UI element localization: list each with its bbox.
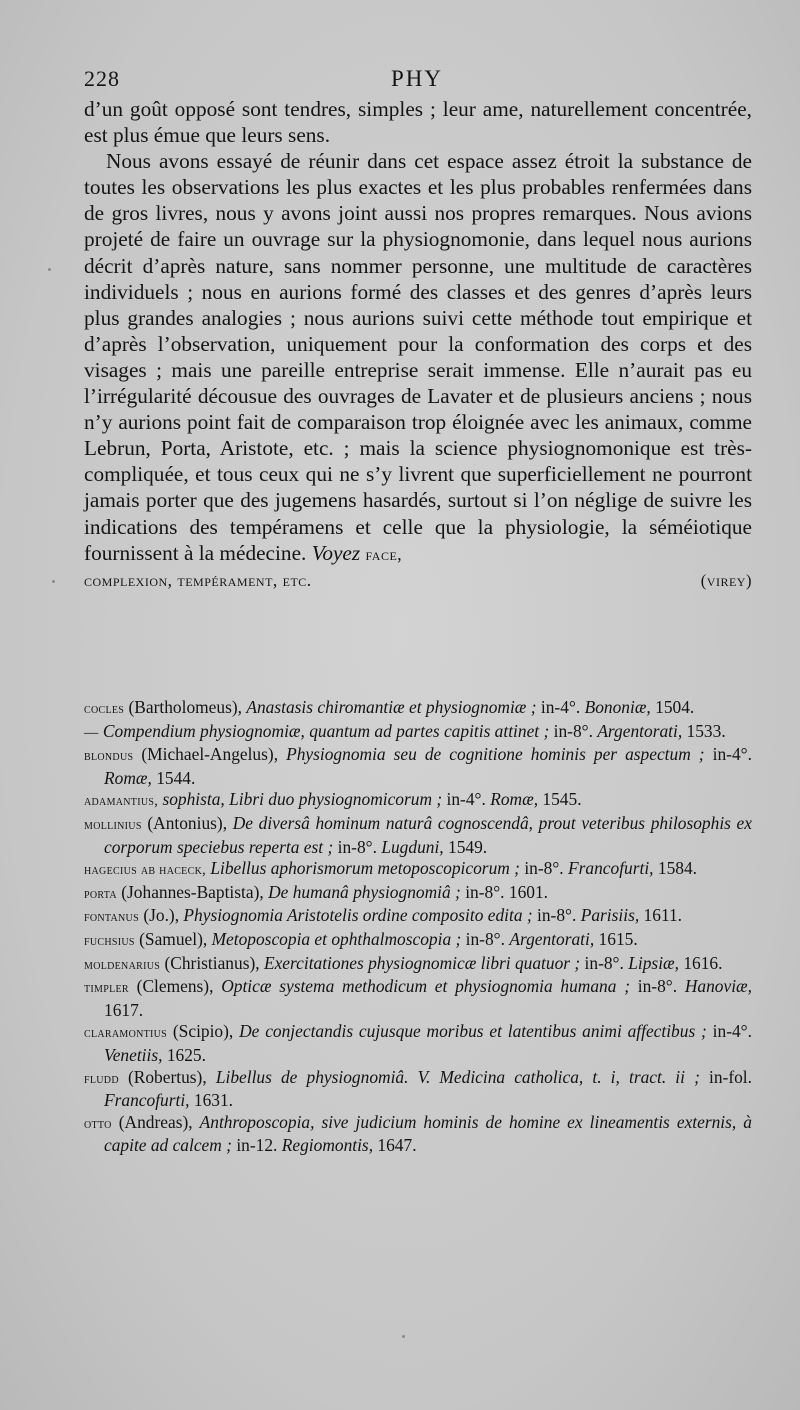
entry-place: Lugduni, (381, 836, 444, 857)
entry-year: 1647. (377, 1135, 417, 1156)
entry-author: — (84, 724, 99, 741)
entry-place: Francofurti, (104, 1090, 190, 1111)
entry-author: adamantius, (84, 793, 159, 810)
entry-place: Regiomontis, (281, 1135, 374, 1156)
entry-author: fontanus (84, 909, 139, 926)
entry-year: 1533. (686, 720, 726, 741)
entry-author: cocles (84, 701, 125, 717)
entry-title: Libellus de physiognomiâ. V. Medicina catholica, t. i, tract. ii ; (215, 1066, 700, 1087)
page-header (84, 66, 750, 100)
paragraph (84, 148, 752, 567)
entry-author: moldenarius (84, 956, 161, 973)
entry-format: in-8°. (537, 905, 577, 926)
entry-author-note: (Robertus), (127, 1066, 207, 1087)
entry-title: Anastasis chiromantiæ et physiognomiæ ; (246, 697, 537, 717)
bibliography-entry (84, 813, 752, 858)
entry-year: 1616. (683, 952, 723, 973)
bibliography (84, 697, 752, 1157)
entry-title: De humanâ physiognomiâ ; (268, 881, 461, 902)
entry-title: Metoposcopia et ophthalmoscopia ; (211, 928, 462, 949)
entry-title: Compendium physiognomiæ, quantum ad partes capitis attinet ; (102, 720, 550, 741)
reference-line (84, 567, 752, 594)
entry-year: 1504. (655, 697, 695, 717)
entry-year: 1601. (508, 881, 549, 902)
entry-format: in-8°. (465, 928, 505, 949)
entry-author: blondus (84, 748, 134, 765)
paragraph-text: Nous avons essayé de réunir dans cet espace assez étroit la substance de toutes les observations les plus exactes et les plus probables renfermées dans de gros livres, nous y avons joint aussi nos propres remarques. Nous avions projeté de faire un ouvrage sur la physiognomonie, dans lequel nous aurions décrit d’après nature, sans nommer personne, une multitude de caractères individuels ; nous en aurions formé des classes et des genres d’après leurs plus grandes analogies ; nous aurions suivi cette méthode tout empirique et d’après l’observation, uniquement pour la conformation des corps et des visages ; mais une pareille entreprise serait immense. Elle n’aurait pas eu l’irrégularité décousue des ouvrages de Lavater et de plusieurs anciens ; nous n’y aurions point fait de comparaison trop éloignée avec les animaux, comme Lebrun, Porta, Aristote, etc. ; mais la science physiognomonique est très-compliquée, et tous ceux qui ne s’y livrent que superficiellement ne pourront jamais porter que des jugemens hasardés, surtout si l’on néglige de suivre les indications des tempéramens et celle que la physiologie, la séméiotique fournissent à la médecine. (84, 149, 752, 565)
entry-author: fludd (84, 1070, 119, 1087)
bibliography-entry (84, 882, 752, 906)
entry-year: 1625. (166, 1044, 206, 1065)
entry-author-note: (Christianus), (164, 952, 260, 973)
entry-format: in-8°. (637, 976, 678, 997)
entry-format: in-4°. (712, 1021, 752, 1042)
bibliography-entry (84, 1067, 752, 1112)
bibliography-entry (84, 1112, 752, 1157)
entry-author: fuchsius (84, 932, 135, 949)
entry-year: 1545. (542, 789, 582, 810)
entry-author-note: (Johannes-Baptista), (121, 881, 264, 902)
entry-place: Argentorati, (509, 928, 595, 949)
paper-speck (402, 1335, 405, 1338)
entry-year: 1549. (448, 836, 488, 857)
entry-author-note: (Samuel), (139, 928, 208, 949)
entry-format: in-8°. (465, 881, 505, 902)
entry-title: De diversâ hominum naturâ cognoscendâ, prout veteribus philosophis ex corporum speciebus reperta est ; (104, 812, 752, 857)
entry-author: hagecius ab haceck, (84, 862, 206, 879)
bibliography-entry (84, 721, 752, 745)
bibliography-entry (84, 929, 752, 953)
entry-place: Bononiæ, (584, 697, 651, 717)
bibliography-entry (84, 744, 752, 789)
entry-place: Parisiis, (580, 905, 640, 926)
entry-title: De conjectandis cujusque moribus et latentibus animi affectibus ; (239, 1021, 707, 1042)
entry-place: Romæ, (490, 789, 539, 810)
entry-author-note: (Jo.), (143, 905, 180, 926)
entry-author: timpler (84, 980, 129, 997)
entry-author-note: (Michael-Angelus), (141, 744, 279, 765)
cross-reference-label: Voyez (311, 540, 361, 565)
cross-reference: face, (365, 543, 403, 564)
entry-title: Exercitationes physiognomicæ libri quatuor ; (263, 952, 581, 973)
entry-format: in-8°. (584, 952, 624, 973)
entry-author-note: (Bartholomeus), (128, 697, 242, 717)
entry-format: in-12. (236, 1135, 278, 1156)
running-head: PHY (390, 66, 443, 91)
entry-author-note: (Clemens), (136, 976, 214, 997)
entry-title: Anthroposcopia, sive judicium hominis de homine ex lineamentis externis, à capite ad calcem ; (104, 1111, 752, 1156)
entry-year: 1544. (156, 767, 196, 788)
entry-place: Argentorati, (597, 720, 683, 741)
entry-author: otto (84, 1115, 112, 1132)
entry-author: mollinius (84, 816, 142, 833)
entry-format: in-8°. (337, 836, 377, 857)
paragraph: d’un goût opposé sont tendres, simples ; leur ame, naturellement concentrée, est plus émue que leurs sens. (84, 97, 752, 148)
entry-title: Opticæ systema methodicum et physiognomia humana ; (221, 976, 630, 997)
entry-place: Romæ, (104, 767, 152, 788)
bibliography-entry (84, 1021, 752, 1066)
page-number: 228 (84, 66, 120, 91)
entry-format: in-4°. (712, 744, 752, 765)
entry-author-note: (Antonius), (147, 812, 228, 833)
bibliography-entry (84, 697, 752, 721)
entry-year: 1615. (598, 928, 638, 949)
bibliography-entry (84, 858, 752, 882)
entry-format: in-4°. (446, 789, 486, 810)
entry-format: in-8°. (524, 858, 564, 879)
entry-place: Venetiis, (104, 1044, 163, 1065)
entry-year: 1631. (193, 1090, 234, 1111)
entry-year: 1611. (643, 905, 683, 926)
entry-place: Francofurti, (568, 858, 654, 879)
cross-reference: complexion, tempérament, etc. (84, 569, 312, 590)
entry-year: 1617. (104, 999, 144, 1020)
entry-title: Physiognomia Aristotelis ordine composito edita ; (183, 905, 533, 926)
bibliography-entry (84, 789, 752, 813)
entry-title: Libellus aphorismorum metoposcopicorum ; (210, 858, 520, 879)
entry-format: in-fol. (709, 1066, 752, 1087)
entry-author-note: (Andreas), (118, 1111, 193, 1132)
entry-place: Lipsiæ, (628, 952, 679, 973)
entry-year: 1584. (657, 858, 698, 879)
entry-author: porta (84, 885, 117, 902)
author-signature: (virey) (700, 570, 752, 590)
bibliography-entry (84, 953, 752, 977)
entry-place: Hanoviæ, (684, 976, 752, 997)
entry-author-note: (Scipio), (172, 1021, 234, 1042)
bibliography-entry (84, 905, 752, 929)
paper-speck (52, 580, 55, 583)
entry-format: in-4°. (540, 697, 581, 717)
bibliography-entry (84, 976, 752, 1021)
entry-title: sophista, Libri duo physiognomicorum ; (162, 789, 443, 810)
entry-format: in-8°. (553, 720, 593, 741)
paper-speck (48, 268, 51, 271)
entry-author: claramontius (84, 1025, 168, 1042)
main-text (84, 96, 752, 594)
entry-title: Physiognomia seu de cognitione hominis per aspectum ; (286, 744, 705, 765)
